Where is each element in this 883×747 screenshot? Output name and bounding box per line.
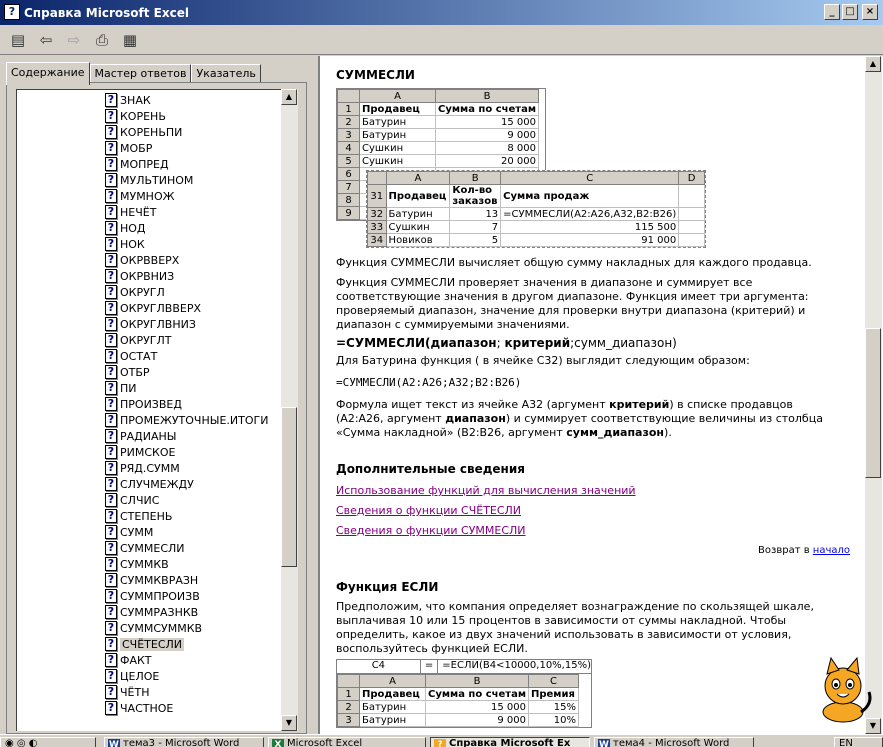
back-arrow-icon[interactable]: ⇦ bbox=[39, 30, 53, 49]
topic-heading: СУММЕСЛИ bbox=[336, 68, 415, 82]
taskbar-item-excel[interactable] bbox=[268, 737, 426, 747]
show-hide-icon[interactable]: ▤ bbox=[10, 30, 26, 49]
scroll-down-icon[interactable]: ▼ bbox=[281, 715, 297, 731]
row-header: 9 bbox=[338, 207, 360, 220]
cell: Батурин bbox=[360, 116, 436, 129]
tree-item[interactable] bbox=[105, 412, 268, 428]
tree-item[interactable] bbox=[105, 492, 159, 508]
cell: Продавец bbox=[386, 185, 450, 208]
print-icon[interactable]: ⎙ bbox=[95, 30, 108, 49]
cell: 13 bbox=[450, 208, 501, 221]
taskbar-label: тема4 - Microsoft Word bbox=[613, 738, 730, 747]
worksheet-example-3 bbox=[336, 659, 592, 728]
tree-item-label: ЧЁТН bbox=[120, 685, 150, 699]
office-assistant-cat-icon[interactable] bbox=[813, 656, 875, 726]
help-topic-icon: ? bbox=[105, 701, 117, 715]
cell: Сумма продаж bbox=[501, 185, 679, 208]
help-topic-icon: ? bbox=[105, 253, 117, 267]
tree-item[interactable] bbox=[105, 348, 157, 364]
column-header: B bbox=[436, 90, 539, 103]
tree-item-label: СУММРАЗНКВ bbox=[120, 605, 199, 619]
help-topic-icon: ? bbox=[105, 301, 117, 315]
tree-item-label: СТЕПЕНЬ bbox=[120, 509, 173, 523]
help-topic-icon: ? bbox=[105, 621, 117, 635]
taskbar-item-word-2[interactable] bbox=[594, 737, 754, 747]
more-info-heading: Дополнительные сведения bbox=[336, 462, 525, 476]
cell: 7 bbox=[450, 221, 501, 234]
taskbar-label: Microsoft Excel bbox=[287, 738, 363, 747]
help-topic-icon: ? bbox=[105, 93, 117, 107]
row-header: 34 bbox=[368, 234, 387, 247]
taskbar-label: Справка Microsoft Ex bbox=[449, 738, 571, 747]
tree-item-label: НОД bbox=[120, 221, 146, 235]
tree-item-label: СЛУЧМЕЖДУ bbox=[120, 477, 194, 491]
cell: Батурин bbox=[360, 129, 436, 142]
tree-item-label: СУММСУММКВ bbox=[120, 621, 203, 635]
tree-item-label: СУММ bbox=[120, 525, 154, 539]
tree-item-label: ПРОИЗВЕД bbox=[120, 397, 182, 411]
row-header: 4 bbox=[338, 142, 360, 155]
help-topic-icon: ? bbox=[105, 141, 117, 155]
help-topic-icon: ? bbox=[105, 509, 117, 523]
tree-item-label: ПРОМЕЖУТОЧНЫЕ.ИТОГИ bbox=[120, 413, 269, 427]
cell: =СУММЕСЛИ(A2:A26,A32,B2:B26) bbox=[501, 208, 679, 221]
cell: 20 000 bbox=[436, 155, 539, 168]
row-header: 3 bbox=[338, 129, 360, 142]
help-topic-icon: ? bbox=[105, 317, 117, 331]
column-header: A bbox=[386, 172, 450, 185]
if-heading: Функция ЕСЛИ bbox=[336, 580, 439, 594]
formula-bar bbox=[337, 660, 591, 674]
column-header: A bbox=[360, 675, 426, 688]
help-topic-icon: ? bbox=[105, 685, 117, 699]
topic-content bbox=[336, 56, 856, 734]
syntax-arg-criteria: критерий bbox=[504, 336, 571, 350]
language-indicator[interactable]: EN bbox=[834, 737, 883, 747]
tree-item[interactable] bbox=[105, 444, 175, 460]
cell: Батурин bbox=[360, 701, 426, 714]
cell: 5 bbox=[450, 234, 501, 247]
tree-item[interactable] bbox=[105, 156, 169, 172]
text-bold: диапазон bbox=[445, 412, 506, 425]
tree-item[interactable] bbox=[105, 140, 152, 156]
syntax-arg-range: диапазон bbox=[430, 336, 497, 350]
cell: 10% bbox=[529, 714, 579, 727]
tree-item-label: МОБР bbox=[120, 141, 153, 155]
column-header: B bbox=[450, 172, 501, 185]
tree-item[interactable] bbox=[105, 252, 179, 268]
tree-item[interactable] bbox=[105, 700, 173, 716]
column-header: D bbox=[679, 172, 705, 185]
contents-panel bbox=[6, 82, 307, 734]
row-header: 5 bbox=[338, 155, 360, 168]
tab-index[interactable]: Указатель bbox=[191, 64, 260, 84]
tree-item[interactable] bbox=[105, 364, 150, 380]
row-header: 1 bbox=[338, 688, 360, 701]
scroll-up-icon[interactable]: ▲ bbox=[865, 56, 881, 72]
syntax-sep: ; bbox=[496, 336, 505, 350]
link-using-functions[interactable]: Использование функций для вычисления значений bbox=[336, 484, 636, 497]
tree-item[interactable] bbox=[105, 668, 159, 684]
tree-item[interactable] bbox=[105, 220, 146, 236]
tree-item-label: ОТБР bbox=[120, 365, 150, 379]
help-topic-icon: ? bbox=[105, 237, 117, 251]
formula-example: =СУММЕСЛИ(A2:A26;A32;B2:B26) bbox=[336, 376, 522, 389]
row-header: 1 bbox=[338, 103, 360, 116]
cell: Кол-во заказов bbox=[450, 185, 501, 208]
tree-item-label: ОКРВНИЗ bbox=[120, 269, 175, 283]
tree-item[interactable] bbox=[105, 268, 174, 284]
help-topic-icon: ? bbox=[105, 461, 117, 475]
help-topic-icon: ? bbox=[105, 429, 117, 443]
text-part: Формула ищет текст из ячейке A32 (аргумент bbox=[336, 398, 610, 411]
tree-item[interactable] bbox=[105, 284, 165, 300]
scroll-down-icon[interactable]: ▼ bbox=[865, 718, 881, 734]
tree-item[interactable] bbox=[105, 236, 145, 252]
row-header: 2 bbox=[338, 116, 360, 129]
cell: Батурин bbox=[360, 714, 426, 727]
cell bbox=[679, 221, 705, 234]
row-header: 3 bbox=[338, 714, 360, 727]
close-button[interactable]: × bbox=[862, 4, 878, 20]
text-bold: сумм_диапазон bbox=[566, 426, 665, 439]
tree-item-label: ОКРВВЕРХ bbox=[120, 253, 180, 267]
corner-cell bbox=[338, 675, 360, 688]
help-topic-icon: ? bbox=[105, 541, 117, 555]
excel-icon: X bbox=[272, 739, 284, 747]
taskbar-item-word-1[interactable] bbox=[104, 737, 264, 747]
tree-item-label: ЦЕЛОЕ bbox=[120, 669, 160, 683]
row-header: 33 bbox=[368, 221, 387, 234]
help-topic-icon: ? bbox=[105, 349, 117, 363]
contents-tree[interactable] bbox=[16, 89, 293, 731]
corner-cell bbox=[368, 172, 387, 185]
help-topic-icon: ? bbox=[105, 157, 117, 171]
tree-item-label: ОКРУГЛТ bbox=[120, 333, 172, 347]
tree-scrollbar[interactable] bbox=[281, 89, 298, 731]
row-header: 2 bbox=[338, 701, 360, 714]
maximize-button[interactable]: □ bbox=[842, 4, 858, 20]
cell: 9 000 bbox=[426, 714, 529, 727]
help-topic-icon: ? bbox=[105, 381, 117, 395]
tree-item-label: МУМНОЖ bbox=[120, 189, 175, 203]
cell bbox=[679, 234, 705, 247]
help-topic-icon: ? bbox=[105, 221, 117, 235]
help-topic-icon: ? bbox=[105, 605, 117, 619]
back-prefix: Возврат в bbox=[758, 545, 813, 556]
tree-item[interactable] bbox=[105, 588, 200, 604]
tree-item[interactable] bbox=[105, 460, 180, 476]
help-topic-icon: ? bbox=[105, 125, 117, 139]
corner-cell bbox=[338, 90, 360, 103]
tree-item[interactable] bbox=[105, 396, 182, 412]
tree-item-label: СУММЕСЛИ bbox=[120, 541, 185, 555]
cell: Премия bbox=[529, 688, 579, 701]
tree-item[interactable] bbox=[105, 204, 156, 220]
cell: Сушкин bbox=[360, 142, 436, 155]
row-header: 32 bbox=[368, 208, 387, 221]
help-topic-icon: ? bbox=[105, 397, 117, 411]
column-header: A bbox=[360, 90, 436, 103]
forward-arrow-icon[interactable]: ⇨ bbox=[67, 30, 81, 49]
cell: 8 000 bbox=[436, 142, 539, 155]
equals-sign: = bbox=[421, 660, 439, 673]
cell bbox=[679, 208, 705, 221]
tree-item[interactable] bbox=[105, 540, 185, 556]
help-topic-icon: ? bbox=[105, 285, 117, 299]
tree-item-label: КОРЕНЬПИ bbox=[120, 125, 183, 139]
tree-item-label: ОСТАТ bbox=[120, 349, 158, 363]
link-countif[interactable]: Сведения о функции СЧЁТЕСЛИ bbox=[336, 504, 522, 517]
paragraph-summary: Функция СУММЕСЛИ вычисляет общую сумму накладных для каждого продавца. bbox=[336, 256, 812, 269]
word-icon: W bbox=[108, 739, 120, 747]
tree-item[interactable] bbox=[105, 188, 174, 204]
scroll-up-icon[interactable]: ▲ bbox=[281, 89, 297, 105]
help-topic-icon: ? bbox=[105, 653, 117, 667]
tree-item-label: СУММКВРАЗН bbox=[120, 573, 199, 587]
tree-item-label: ОКРУГЛ bbox=[120, 285, 165, 299]
cell: 115 500 bbox=[501, 221, 679, 234]
help-topic-icon: ? bbox=[105, 333, 117, 347]
tree-item-label: СЛЧИС bbox=[120, 493, 160, 507]
nav-tabs bbox=[6, 62, 261, 84]
scroll-thumb[interactable] bbox=[865, 328, 881, 478]
formula-text: =ЕСЛИ(B4<10000,10%,15%) bbox=[442, 660, 591, 671]
tab-answer-wizard[interactable]: Мастер ответов bbox=[90, 64, 192, 84]
help-topic-icon: ? bbox=[105, 573, 117, 587]
tree-item-label: НЕЧЁТ bbox=[120, 205, 157, 219]
tree-item[interactable] bbox=[105, 476, 194, 492]
paragraph-example: Для Батурина функция ( в ячейке C32) выглядит следующим образом: bbox=[336, 354, 750, 367]
tree-item[interactable] bbox=[105, 300, 201, 316]
tree-item-label: СЧЁТЕСЛИ bbox=[122, 637, 183, 651]
toolbar bbox=[0, 25, 883, 55]
paragraph-description: Функция СУММЕСЛИ проверяет значения в диапазоне и суммирует все соответствующие значения в другом диапазоне. Функция имеет три аргумента: проверяемый диапазон, значение для проверки внутри диапазона (критерий) и диапазон с суммируемыми значениями. bbox=[336, 276, 809, 331]
tree-item[interactable] bbox=[105, 108, 166, 124]
tree-item[interactable] bbox=[105, 604, 198, 620]
tree-item-label: ЧАСТНОЕ bbox=[120, 701, 174, 715]
cell: Сумма по счетам bbox=[436, 103, 539, 116]
row-header: 31 bbox=[368, 185, 387, 208]
window-title: Справка Microsoft Excel bbox=[24, 5, 189, 20]
help-topic-icon: ? bbox=[105, 173, 117, 187]
text-bold: критерий bbox=[609, 398, 670, 411]
help-topic-icon: ? bbox=[105, 557, 117, 571]
help-topic-icon: ? bbox=[105, 189, 117, 203]
tree-item-label: СУММПРОИЗВ bbox=[120, 589, 200, 603]
minimize-button[interactable]: _ bbox=[824, 4, 840, 20]
tree-item[interactable] bbox=[105, 636, 184, 652]
cell: 15% bbox=[529, 701, 579, 714]
cell bbox=[679, 185, 705, 208]
row-header: 7 bbox=[338, 181, 360, 194]
cell: 15 000 bbox=[426, 701, 529, 714]
navigation-pane bbox=[0, 56, 316, 734]
text-part: ) и суммирует соответствующие величины из столбца «Сумма накладной» (B2:B26, аргумент bbox=[336, 412, 823, 439]
tree-item[interactable] bbox=[105, 556, 169, 572]
topic-scrollbar[interactable] bbox=[865, 56, 882, 734]
tree-item-label: НОК bbox=[120, 237, 145, 251]
tree-item-label: ЗНАК bbox=[120, 93, 151, 107]
tree-item[interactable] bbox=[105, 92, 151, 108]
tree-item[interactable] bbox=[105, 524, 153, 540]
help-topic-icon: ? bbox=[105, 413, 117, 427]
tree-item-label: РАДИАНЫ bbox=[120, 429, 177, 443]
tree-item-label: МУЛЬТИНОМ bbox=[120, 173, 194, 187]
paragraph-explanation bbox=[336, 398, 836, 440]
help-topic-icon: ? bbox=[105, 205, 117, 219]
tree-item-label: МОПРЕД bbox=[120, 157, 169, 171]
help-topic-icon: ? bbox=[105, 493, 117, 507]
tree-item-label: КОРЕНЬ bbox=[120, 109, 166, 123]
tree-item-label: ОКРУГЛВВЕРХ bbox=[120, 301, 201, 315]
topic-pane bbox=[318, 56, 883, 734]
tree-item[interactable] bbox=[105, 124, 182, 140]
help-topic-icon: ? bbox=[105, 365, 117, 379]
cell: Батурин bbox=[386, 208, 450, 221]
text-part: ) в списке продавцов (A2:A26, аргумент bbox=[336, 398, 793, 425]
back-to-top-link[interactable]: начало bbox=[812, 545, 850, 556]
tree-item[interactable] bbox=[105, 508, 172, 524]
help-topic-icon: ? bbox=[105, 589, 117, 603]
row-header: 8 bbox=[338, 194, 360, 207]
tab-contents[interactable]: Содержание bbox=[6, 62, 90, 85]
options-icon[interactable]: ▦ bbox=[122, 30, 138, 49]
help-topic-icon: ? bbox=[105, 637, 117, 651]
word-icon: W bbox=[598, 739, 610, 747]
row-header: 6 bbox=[338, 168, 360, 181]
scroll-thumb[interactable] bbox=[281, 407, 297, 567]
help-topic-icon: ? bbox=[105, 109, 117, 123]
help-topic-icon: ? bbox=[105, 669, 117, 683]
cell: Продавец bbox=[360, 103, 436, 116]
tree-item[interactable] bbox=[105, 332, 172, 348]
tree-item[interactable] bbox=[105, 428, 176, 444]
taskbar-item-help[interactable] bbox=[430, 737, 590, 747]
tree-item-label: ПИ bbox=[120, 381, 137, 395]
tree-item-label: СУММКВ bbox=[120, 557, 169, 571]
cell: Сумма по счетам bbox=[426, 688, 529, 701]
tree-item[interactable] bbox=[105, 316, 196, 332]
help-topic-icon: ? bbox=[105, 525, 117, 539]
name-box: C4 bbox=[337, 660, 421, 673]
help-topic-icon: ? bbox=[105, 269, 117, 283]
paragraph-if: Предположим, что компания определяет вознаграждение по скользящей шкале, выплачивая 10 или 15 процентов в зависимости от суммы накладной. Чтобы определить, какое из двух значений использовать в зависимости от условия, воспользуйтесь функцией ЕСЛИ. bbox=[336, 600, 814, 655]
tree-item-label: РЯД.СУММ bbox=[120, 461, 180, 475]
help-book-icon: ? bbox=[4, 4, 20, 20]
syntax-rest: ;сумм_диапазон) bbox=[570, 336, 677, 350]
back-to-top bbox=[336, 544, 850, 558]
cell: 9 000 bbox=[436, 129, 539, 142]
tree-item[interactable] bbox=[105, 684, 149, 700]
taskbar bbox=[0, 734, 883, 747]
column-header: B bbox=[426, 675, 529, 688]
tree-item[interactable] bbox=[105, 172, 193, 188]
cell: Сушкин bbox=[360, 155, 436, 168]
help-topic-icon: ? bbox=[105, 445, 117, 459]
tree-item[interactable] bbox=[105, 620, 202, 636]
column-header: C bbox=[529, 675, 579, 688]
cell: 15 000 bbox=[436, 116, 539, 129]
syntax-prefix: =СУММЕСЛИ( bbox=[336, 336, 431, 350]
link-sumif[interactable]: Сведения о функции СУММЕСЛИ bbox=[336, 524, 526, 537]
quick-launch: ◉ ◎ ◐ bbox=[0, 737, 96, 747]
syntax-line bbox=[336, 336, 836, 350]
column-header: C bbox=[501, 172, 679, 185]
tree-item-label: РИМСКОЕ bbox=[120, 445, 176, 459]
tree-item[interactable] bbox=[105, 652, 152, 668]
tree-item[interactable] bbox=[105, 380, 137, 396]
help-topic-icon: ? bbox=[105, 477, 117, 491]
cell: Новиков bbox=[386, 234, 450, 247]
title-bar bbox=[0, 0, 883, 25]
taskbar-label: тема3 - Microsoft Word bbox=[123, 738, 240, 747]
tree-item-label: ФАКТ bbox=[120, 653, 152, 667]
help-icon: ? bbox=[434, 739, 446, 747]
tree-item-label: ОКРУГЛВНИЗ bbox=[120, 317, 196, 331]
tree-item[interactable] bbox=[105, 572, 198, 588]
worksheet-example-2 bbox=[366, 170, 706, 248]
cell: Сушкин bbox=[386, 221, 450, 234]
text-part: ). bbox=[664, 426, 672, 439]
cell: Продавец bbox=[360, 688, 426, 701]
cell: 91 000 bbox=[501, 234, 679, 247]
